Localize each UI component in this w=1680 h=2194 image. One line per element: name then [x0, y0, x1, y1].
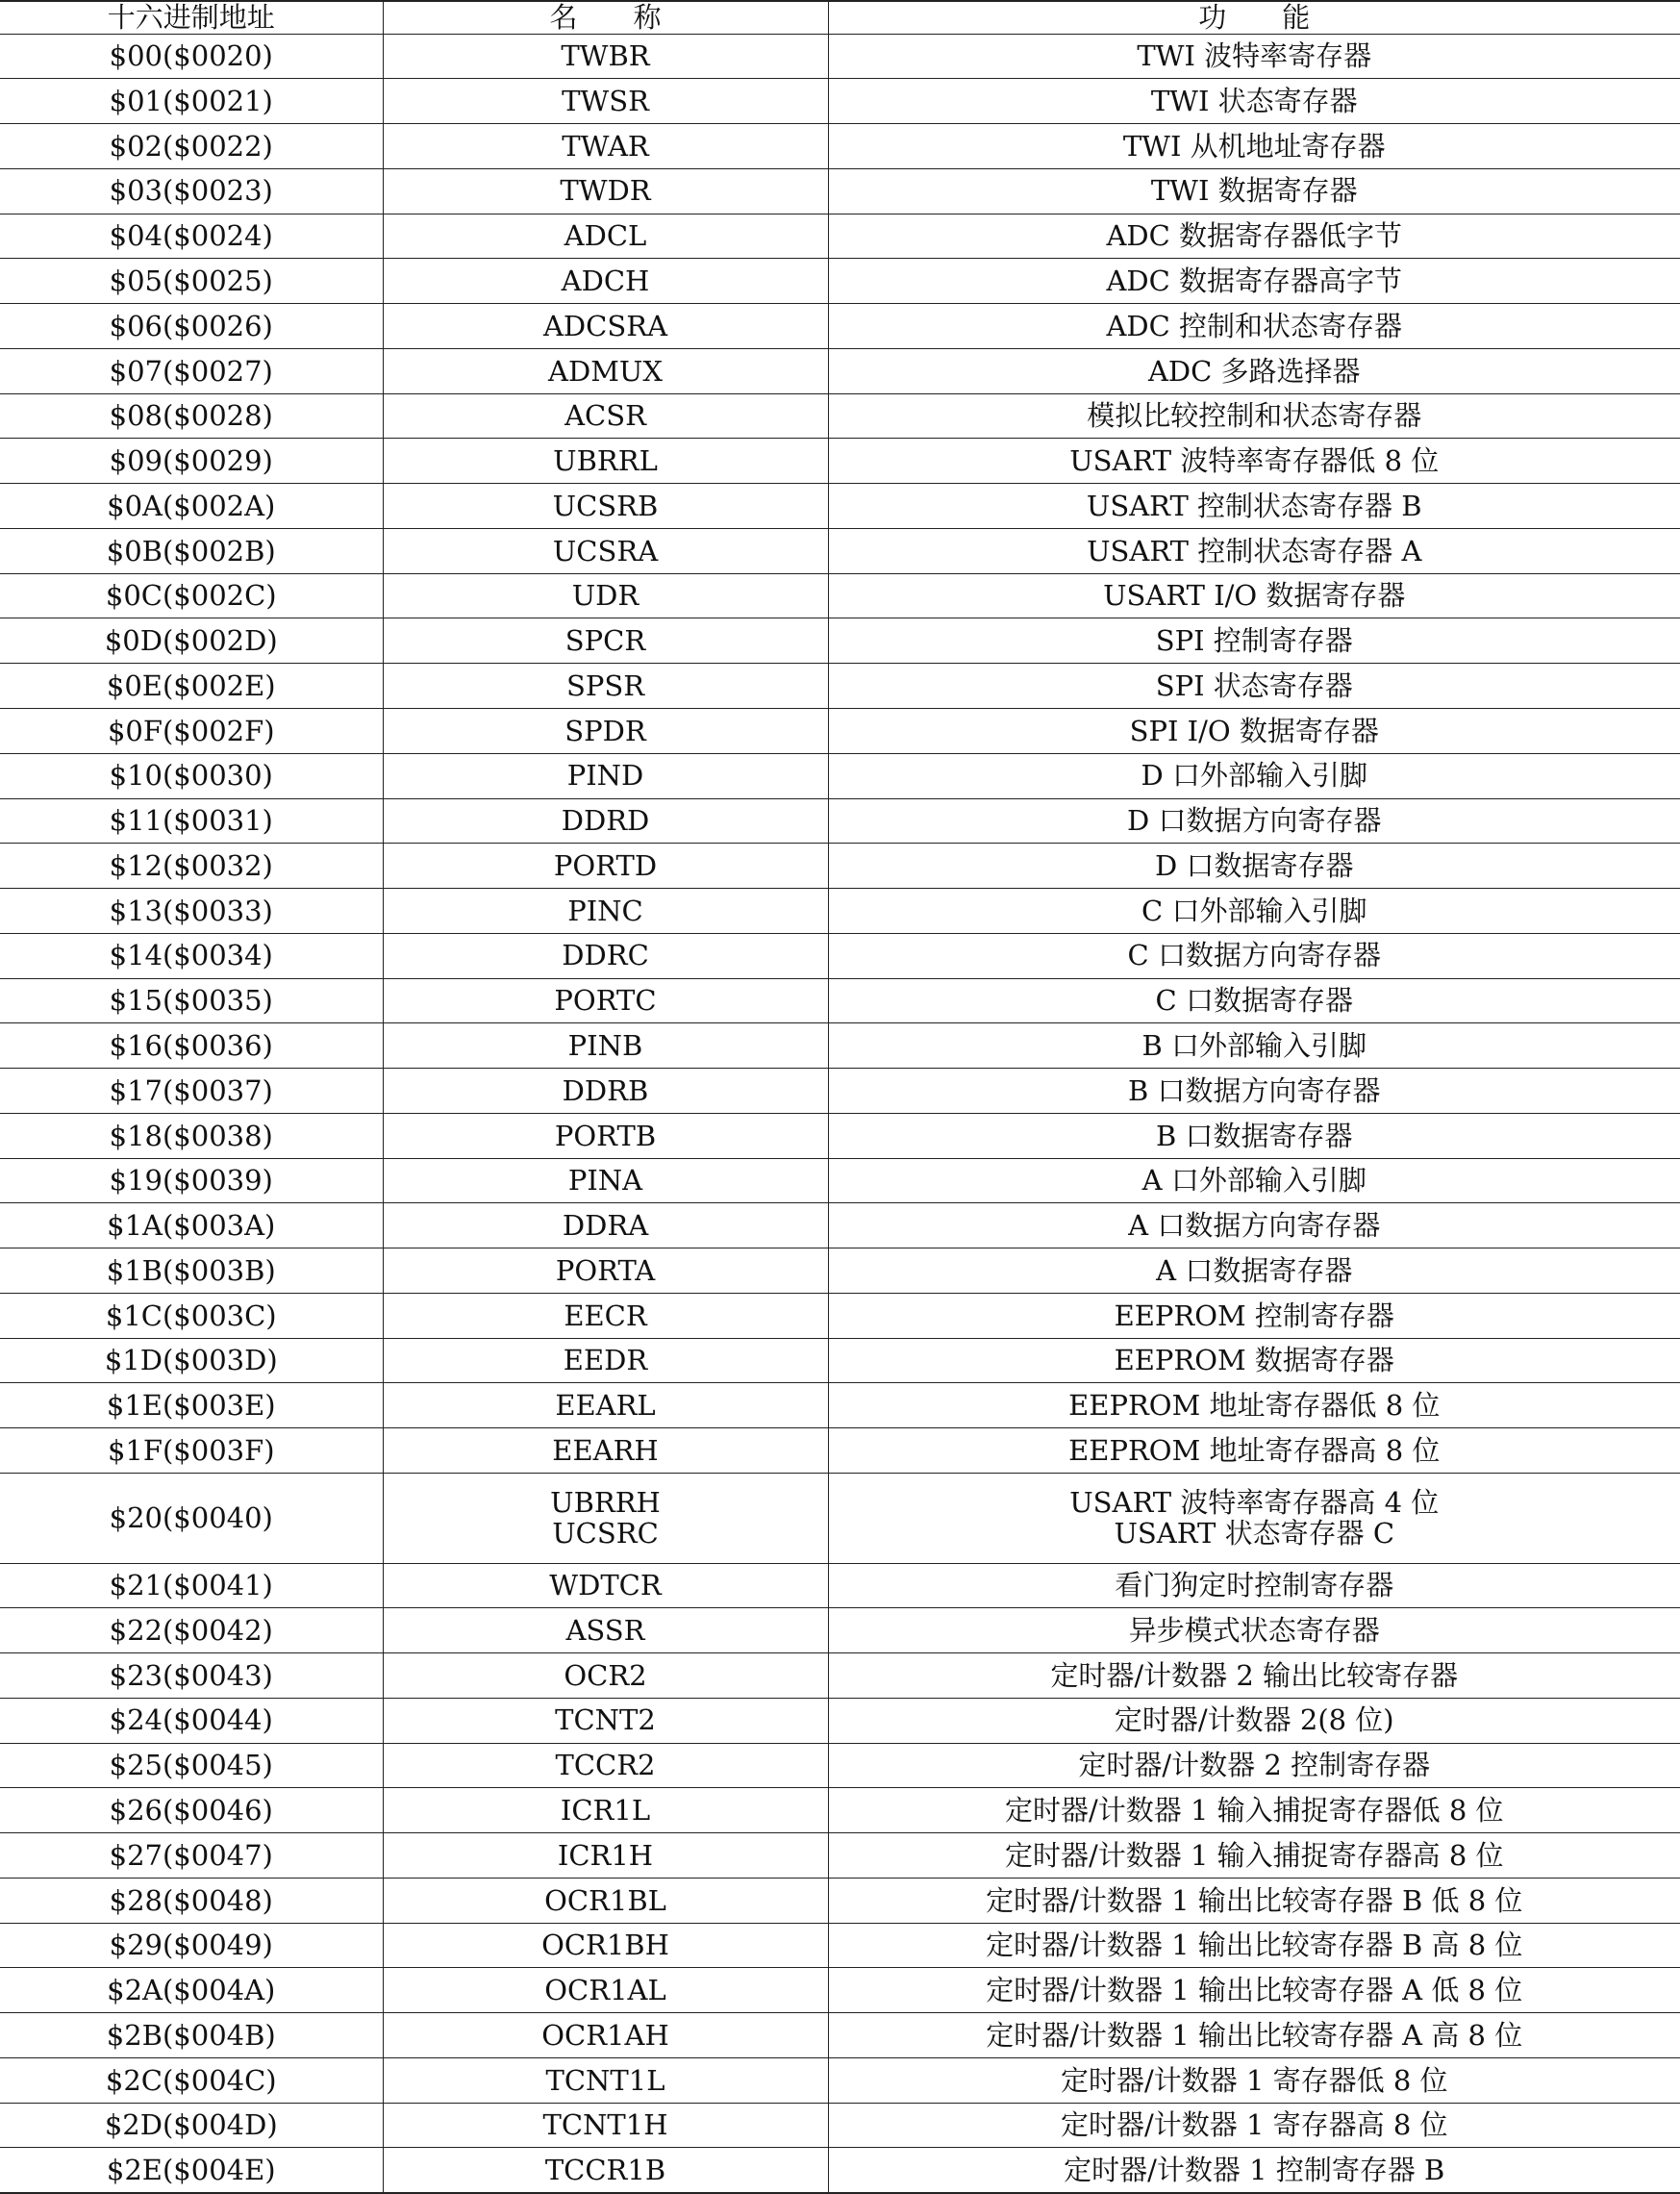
register-name-cell: [383, 708, 828, 753]
function-cell: [828, 124, 1680, 169]
address-cell: $1D($003D): [0, 1338, 383, 1383]
register-name: PORTB: [384, 1121, 828, 1151]
function-cell: [828, 978, 1680, 1023]
register-name: PINA: [384, 1165, 828, 1196]
table-row: [0, 708, 1680, 753]
table-row: [0, 844, 1680, 889]
address-cell: $11($0031): [0, 798, 383, 844]
register-name-cell: [383, 1338, 828, 1383]
table-row: [0, 259, 1680, 304]
register-name-cell: [383, 124, 828, 169]
register-name: EEARL: [384, 1390, 828, 1421]
table-row: [0, 2013, 1680, 2058]
function-cell: [828, 484, 1680, 529]
address-cell: $09($0029): [0, 439, 383, 484]
function-cell: [828, 708, 1680, 753]
register-function: 定时器/计数器 1 输入捕捉寄存器高 8 位: [829, 1840, 1680, 1871]
function-cell: [828, 664, 1680, 709]
table-row: [0, 439, 1680, 484]
register-name-cell: [383, 348, 828, 393]
register-function: 定时器/计数器 2 输出比较寄存器: [829, 1660, 1680, 1691]
function-cell: [828, 1608, 1680, 1653]
table-row: [0, 1203, 1680, 1248]
function-cell: [828, 34, 1680, 79]
table-row: [0, 1023, 1680, 1069]
register-name: TCCR2: [384, 1750, 828, 1780]
register-function: B 口数据寄存器: [829, 1121, 1680, 1151]
register-name-cell: [383, 168, 828, 214]
function-cell: [828, 439, 1680, 484]
register-name-cell: [383, 1474, 828, 1564]
table-row: [0, 1878, 1680, 1923]
register-name: ADCSRA: [384, 311, 828, 341]
register-name: PIND: [384, 760, 828, 791]
address-cell: $24($0044): [0, 1698, 383, 1743]
function-cell: [828, 798, 1680, 844]
function-cell: [828, 889, 1680, 934]
register-name: OCR1AH: [384, 2020, 828, 2051]
function-cell: [828, 214, 1680, 259]
register-name-cell: [383, 304, 828, 349]
register-function: USART I/O 数据寄存器: [829, 580, 1680, 611]
register-function: C 口外部输入引脚: [829, 895, 1680, 926]
table-row: [0, 1158, 1680, 1203]
address-cell: $0D($002D): [0, 618, 383, 664]
register-function: 定时器/计数器 2 控制寄存器: [829, 1750, 1680, 1780]
table-row: [0, 124, 1680, 169]
address-cell: $02($0022): [0, 124, 383, 169]
register-function: D 口外部输入引脚: [829, 760, 1680, 791]
register-name: TCNT1L: [384, 2065, 828, 2096]
register-name-cell: [383, 1878, 828, 1923]
register-name-cell: [383, 753, 828, 798]
register-function: 异步模式状态寄存器: [829, 1615, 1680, 1646]
register-name-cell: [383, 1248, 828, 1294]
table-row: [0, 1743, 1680, 1788]
function-cell: [828, 528, 1680, 573]
register-function: 看门狗定时控制寄存器: [829, 1570, 1680, 1601]
register-name-cell: [383, 933, 828, 978]
function-cell: [828, 2057, 1680, 2103]
register-name-cell: [383, 1203, 828, 1248]
register-name: UBRRL: [384, 445, 828, 476]
function-cell: [828, 1474, 1680, 1564]
address-cell: $0F($002F): [0, 708, 383, 753]
register-function: SPI 状态寄存器: [829, 670, 1680, 701]
register-name: TWBR: [384, 40, 828, 71]
register-function: 定时器/计数器 1 寄存器高 8 位: [829, 2109, 1680, 2140]
register-function: 模拟比较控制和状态寄存器: [829, 400, 1680, 431]
register-function: EEPROM 数据寄存器: [829, 1345, 1680, 1375]
register-function: USART 状态寄存器 C: [829, 1518, 1680, 1549]
register-name-cell: [383, 34, 828, 79]
table-row: [0, 1833, 1680, 1879]
address-cell: $01($0021): [0, 79, 383, 124]
register-name-cell: [383, 528, 828, 573]
function-cell: [828, 1248, 1680, 1294]
register-name: UCSRB: [384, 491, 828, 521]
register-name: TWDR: [384, 175, 828, 206]
register-function: 定时器/计数器 1 输出比较寄存器 A 高 8 位: [829, 2020, 1680, 2051]
function-cell: [828, 1923, 1680, 1968]
register-name-cell: [383, 1069, 828, 1114]
register-name-cell: [383, 214, 828, 259]
address-cell: $27($0047): [0, 1833, 383, 1879]
table-row: [0, 528, 1680, 573]
register-name-cell: [383, 1653, 828, 1699]
register-name: ADCH: [384, 265, 828, 296]
function-cell: [828, 1338, 1680, 1383]
register-name: OCR1BH: [384, 1929, 828, 1960]
table-row: [0, 1428, 1680, 1474]
address-cell: $03($0023): [0, 168, 383, 214]
address-cell: $20($0040): [0, 1474, 383, 1564]
register-name: PORTC: [384, 985, 828, 1016]
function-cell: [828, 2013, 1680, 2058]
register-name: SPSR: [384, 670, 828, 701]
address-cell: $18($0038): [0, 1113, 383, 1158]
table-row: [0, 2057, 1680, 2103]
table-row: [0, 1338, 1680, 1383]
function-cell: [828, 618, 1680, 664]
register-function: EEPROM 地址寄存器高 8 位: [829, 1435, 1680, 1466]
function-cell: [828, 168, 1680, 214]
address-cell: $12($0032): [0, 844, 383, 889]
register-name: ASSR: [384, 1615, 828, 1646]
register-function: USART 波特率寄存器低 8 位: [829, 445, 1680, 476]
table-row: [0, 1923, 1680, 1968]
register-name: PINC: [384, 895, 828, 926]
register-name-cell: [383, 1923, 828, 1968]
register-name-cell: [383, 1833, 828, 1879]
register-name: TWAR: [384, 131, 828, 162]
register-function: 定时器/计数器 1 寄存器低 8 位: [829, 2065, 1680, 2096]
table-row: [0, 393, 1680, 439]
function-cell: [828, 79, 1680, 124]
register-function: SPI I/O 数据寄存器: [829, 716, 1680, 746]
address-cell: $0C($002C): [0, 573, 383, 618]
table-row: [0, 348, 1680, 393]
register-function: 定时器/计数器 1 输入捕捉寄存器低 8 位: [829, 1795, 1680, 1826]
table-row: [0, 573, 1680, 618]
register-name: UBRRH: [384, 1487, 828, 1518]
register-name-cell: [383, 798, 828, 844]
register-name: EECR: [384, 1300, 828, 1331]
function-cell: [828, 1428, 1680, 1474]
register-name: ICR1H: [384, 1840, 828, 1871]
address-cell: $1E($003E): [0, 1383, 383, 1428]
function-cell: [828, 1113, 1680, 1158]
register-function: C 口数据寄存器: [829, 985, 1680, 1016]
table-row: [0, 79, 1680, 124]
register-name: WDTCR: [384, 1570, 828, 1601]
address-cell: $28($0048): [0, 1878, 383, 1923]
function-cell: [828, 1698, 1680, 1743]
register-name-cell: [383, 1023, 828, 1069]
table-header: [0, 1, 1680, 34]
table-row: [0, 978, 1680, 1023]
function-cell: [828, 1563, 1680, 1608]
register-name: PORTA: [384, 1255, 828, 1286]
table-row: [0, 1293, 1680, 1338]
register-name-cell: [383, 1968, 828, 2013]
register-name: ICR1L: [384, 1795, 828, 1826]
function-cell: [828, 393, 1680, 439]
table-row: [0, 34, 1680, 79]
register-name: DDRD: [384, 805, 828, 836]
function-cell: [828, 933, 1680, 978]
address-cell: $04($0024): [0, 214, 383, 259]
function-cell: [828, 2103, 1680, 2148]
register-name-cell: [383, 1788, 828, 1833]
register-name-cell: [383, 1428, 828, 1474]
table-row: [0, 1383, 1680, 1428]
header-row: [0, 1, 1680, 34]
table-body: [0, 34, 1680, 2193]
register-name: OCR2: [384, 1660, 828, 1691]
address-cell: $23($0043): [0, 1653, 383, 1699]
function-cell: [828, 259, 1680, 304]
function-cell: [828, 1023, 1680, 1069]
register-name: PORTD: [384, 850, 828, 881]
function-cell: [828, 1158, 1680, 1203]
register-name: EEDR: [384, 1345, 828, 1375]
register-name: UCSRC: [384, 1518, 828, 1549]
register-name: TCNT1H: [384, 2109, 828, 2140]
register-function: USART 控制状态寄存器 A: [829, 536, 1680, 567]
function-cell: [828, 844, 1680, 889]
register-function: 定时器/计数器 1 输出比较寄存器 A 低 8 位: [829, 1975, 1680, 2005]
register-function: EEPROM 控制寄存器: [829, 1300, 1680, 1331]
register-function: TWI 数据寄存器: [829, 175, 1680, 206]
table-row: [0, 753, 1680, 798]
function-cell: [828, 1653, 1680, 1699]
function-cell: [828, 573, 1680, 618]
register-function: D 口数据寄存器: [829, 850, 1680, 881]
register-name: OCR1BL: [384, 1885, 828, 1916]
table-row: [0, 1698, 1680, 1743]
table-row: [0, 2103, 1680, 2148]
register-name-cell: [383, 439, 828, 484]
table-row: [0, 664, 1680, 709]
table-row: [0, 1113, 1680, 1158]
address-cell: $26($0046): [0, 1788, 383, 1833]
register-function: 定时器/计数器 1 输出比较寄存器 B 高 8 位: [829, 1929, 1680, 1960]
register-name: PINB: [384, 1030, 828, 1061]
register-function: B 口外部输入引脚: [829, 1030, 1680, 1061]
table-row: [0, 1968, 1680, 2013]
register-function: TWI 从机地址寄存器: [829, 131, 1680, 162]
table-row: [0, 889, 1680, 934]
register-name: DDRB: [384, 1075, 828, 1106]
function-cell: [828, 1743, 1680, 1788]
header-function: 功 能: [828, 1, 1680, 34]
address-cell: $14($0034): [0, 933, 383, 978]
register-function: ADC 控制和状态寄存器: [829, 311, 1680, 341]
register-name: TCNT2: [384, 1704, 828, 1735]
function-cell: [828, 1878, 1680, 1923]
address-cell: $06($0026): [0, 304, 383, 349]
function-cell: [828, 1293, 1680, 1338]
register-name-cell: [383, 844, 828, 889]
table-row: [0, 1248, 1680, 1294]
address-cell: $1F($003F): [0, 1428, 383, 1474]
register-name-cell: [383, 889, 828, 934]
address-cell: $2B($004B): [0, 2013, 383, 2058]
function-cell: [828, 1383, 1680, 1428]
register-name-cell: [383, 618, 828, 664]
register-name: UDR: [384, 580, 828, 611]
address-cell: $00($0020): [0, 34, 383, 79]
register-function: EEPROM 地址寄存器低 8 位: [829, 1390, 1680, 1421]
address-cell: $21($0041): [0, 1563, 383, 1608]
register-name-cell: [383, 2057, 828, 2103]
register-function: C 口数据方向寄存器: [829, 940, 1680, 971]
register-name: ADCL: [384, 220, 828, 251]
register-function: 定时器/计数器 2(8 位): [829, 1704, 1680, 1735]
register-name: SPCR: [384, 625, 828, 656]
register-name-cell: [383, 484, 828, 529]
register-function: ADC 数据寄存器低字节: [829, 220, 1680, 251]
register-name-cell: [383, 1383, 828, 1428]
register-name-cell: [383, 79, 828, 124]
register-name-cell: [383, 2148, 828, 2193]
header-name: 名 称: [383, 1, 828, 34]
address-cell: $29($0049): [0, 1923, 383, 1968]
register-name: UCSRA: [384, 536, 828, 567]
table-row: [0, 2148, 1680, 2193]
address-cell: $2C($004C): [0, 2057, 383, 2103]
table-row: [0, 484, 1680, 529]
address-cell: $22($0042): [0, 1608, 383, 1653]
register-name: ADMUX: [384, 356, 828, 387]
function-cell: [828, 348, 1680, 393]
table-row: [0, 798, 1680, 844]
register-function: A 口外部输入引脚: [829, 1165, 1680, 1196]
table-row: [0, 933, 1680, 978]
register-name: ACSR: [384, 400, 828, 431]
register-name-cell: [383, 2013, 828, 2058]
register-function: D 口数据方向寄存器: [829, 805, 1680, 836]
function-cell: [828, 304, 1680, 349]
register-function: SPI 控制寄存器: [829, 625, 1680, 656]
register-name-cell: [383, 1608, 828, 1653]
address-cell: $2E($004E): [0, 2148, 383, 2193]
address-cell: $0A($002A): [0, 484, 383, 529]
register-name: EEARH: [384, 1435, 828, 1466]
register-name-cell: [383, 1158, 828, 1203]
function-cell: [828, 1833, 1680, 1879]
function-cell: [828, 2148, 1680, 2193]
register-name-cell: [383, 1743, 828, 1788]
register-name: DDRC: [384, 940, 828, 971]
table-row: [0, 618, 1680, 664]
register-function: ADC 多路选择器: [829, 356, 1680, 387]
address-cell: $0B($002B): [0, 528, 383, 573]
register-function: TWI 状态寄存器: [829, 86, 1680, 116]
function-cell: [828, 1203, 1680, 1248]
register-function: 定时器/计数器 1 控制寄存器 B: [829, 2155, 1680, 2185]
table-row: [0, 1653, 1680, 1699]
register-name-cell: [383, 1698, 828, 1743]
register-function: TWI 波特率寄存器: [829, 40, 1680, 71]
register-name-cell: [383, 1563, 828, 1608]
register-name-cell: [383, 393, 828, 439]
register-function: 定时器/计数器 1 输出比较寄存器 B 低 8 位: [829, 1885, 1680, 1916]
table-row: [0, 1474, 1680, 1564]
address-cell: $1C($003C): [0, 1293, 383, 1338]
function-cell: [828, 1069, 1680, 1114]
register-function: USART 波特率寄存器高 4 位: [829, 1487, 1680, 1518]
address-cell: $13($0033): [0, 889, 383, 934]
table-row: [0, 304, 1680, 349]
address-cell: $10($0030): [0, 753, 383, 798]
register-name: OCR1AL: [384, 1975, 828, 2005]
table-row: [0, 168, 1680, 214]
register-name-cell: [383, 978, 828, 1023]
address-cell: $2D($004D): [0, 2103, 383, 2148]
register-function: A 口数据寄存器: [829, 1255, 1680, 1286]
address-cell: $07($0027): [0, 348, 383, 393]
register-name-cell: [383, 664, 828, 709]
header-address: 十六进制地址: [0, 1, 383, 34]
function-cell: [828, 1788, 1680, 1833]
address-cell: $08($0028): [0, 393, 383, 439]
register-name: TWSR: [384, 86, 828, 116]
table-row: [0, 1069, 1680, 1114]
table-row: [0, 1608, 1680, 1653]
table-row: [0, 1788, 1680, 1833]
register-name-cell: [383, 573, 828, 618]
table-row: [0, 1563, 1680, 1608]
register-name-cell: [383, 1293, 828, 1338]
register-function: A 口数据方向寄存器: [829, 1210, 1680, 1241]
register-name: TCCR1B: [384, 2155, 828, 2185]
register-function: USART 控制状态寄存器 B: [829, 491, 1680, 521]
address-cell: $0E($002E): [0, 664, 383, 709]
register-function: ADC 数据寄存器高字节: [829, 265, 1680, 296]
address-cell: $05($0025): [0, 259, 383, 304]
register-function: B 口数据方向寄存器: [829, 1075, 1680, 1106]
function-cell: [828, 753, 1680, 798]
address-cell: $25($0045): [0, 1743, 383, 1788]
register-name-cell: [383, 1113, 828, 1158]
register-name: SPDR: [384, 716, 828, 746]
address-cell: $17($0037): [0, 1069, 383, 1114]
address-cell: $19($0039): [0, 1158, 383, 1203]
address-cell: $15($0035): [0, 978, 383, 1023]
register-name: DDRA: [384, 1210, 828, 1241]
table-row: [0, 214, 1680, 259]
register-name-cell: [383, 2103, 828, 2148]
register-name-cell: [383, 259, 828, 304]
address-cell: $2A($004A): [0, 1968, 383, 2013]
address-cell: $16($0036): [0, 1023, 383, 1069]
address-cell: $1B($003B): [0, 1248, 383, 1294]
function-cell: [828, 1968, 1680, 2013]
address-cell: $1A($003A): [0, 1203, 383, 1248]
